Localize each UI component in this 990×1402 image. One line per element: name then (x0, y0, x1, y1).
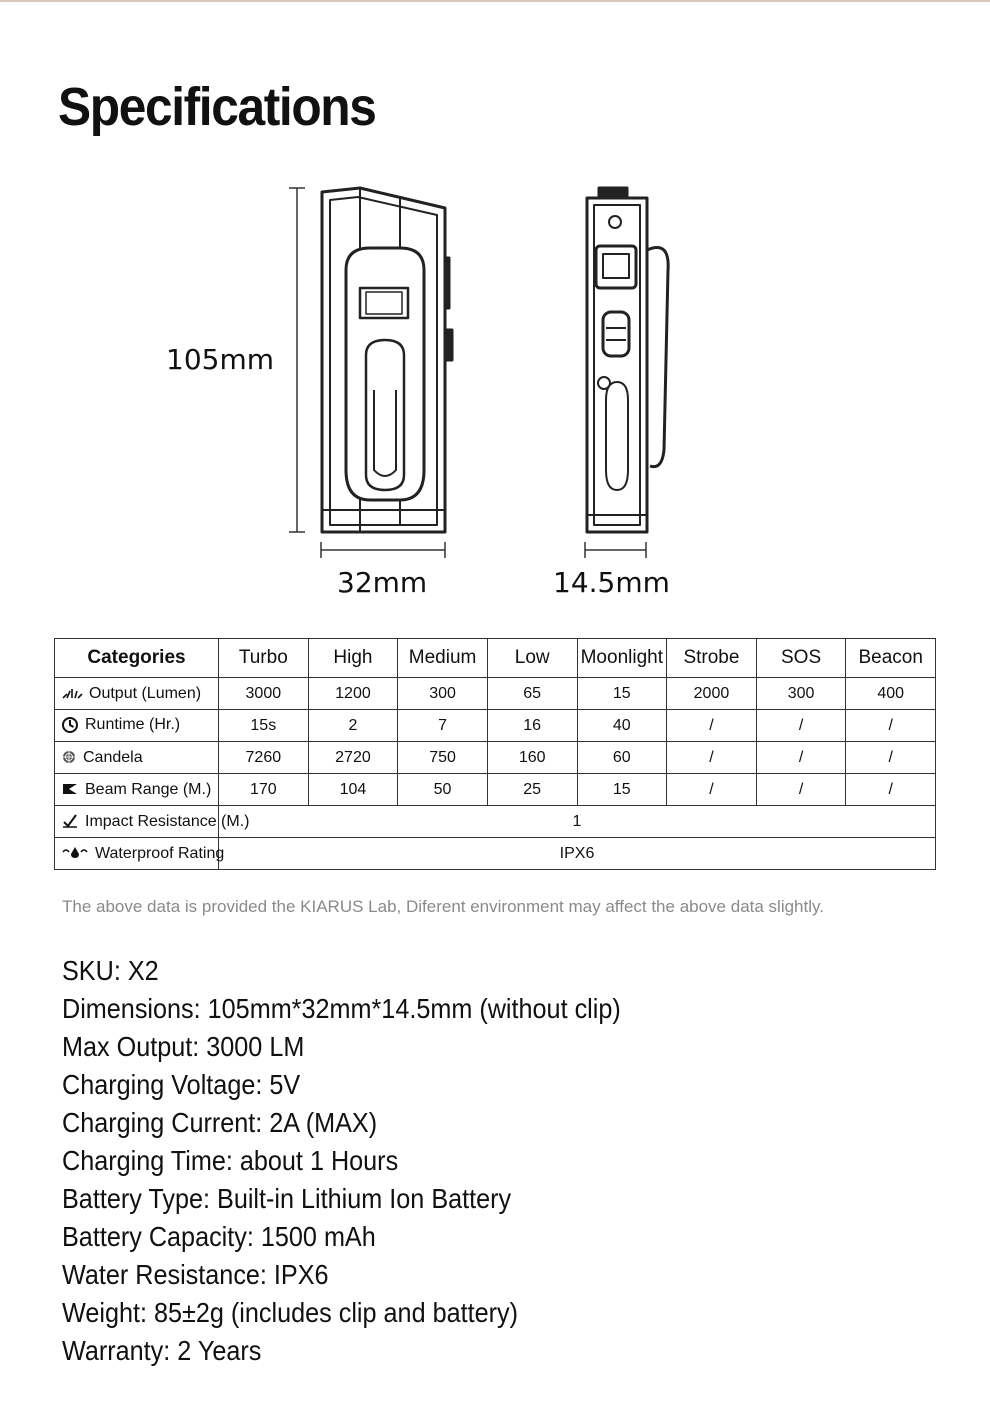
depth-label: 14.5mm (553, 566, 670, 599)
table-cell: 170 (219, 774, 309, 806)
spec-item: Max Output: 3000 LM (62, 1031, 305, 1062)
header-mode: Moonlight (577, 639, 667, 678)
page-title: Specifications (58, 77, 376, 137)
table-cell: 16 (487, 710, 577, 742)
spec-table (54, 638, 936, 870)
spec-item: Battery Type: Built-in Lithium Ion Battery (62, 1183, 512, 1214)
height-label: 105mm (166, 343, 274, 376)
row-label (55, 710, 219, 742)
table-cell: / (756, 742, 846, 774)
flashlight-dimension-drawing (0, 170, 990, 610)
spec-item: Water Resistance: IPX6 (62, 1259, 329, 1290)
table-cell-merged: 1 (219, 806, 936, 838)
table-cell: 1200 (308, 678, 398, 710)
spec-item: Charging Current: 2A (MAX) (62, 1107, 378, 1138)
height-dimension-line (289, 188, 305, 532)
row-label-text: Output (Lumen) (89, 684, 202, 702)
table-cell: 2000 (667, 678, 757, 710)
table-cell: 15 (577, 774, 667, 806)
table-cell: / (846, 710, 936, 742)
table-cell: 300 (398, 678, 488, 710)
data-disclaimer: The above data is provided the KIARUS Lab, Diferent environment may affect the above data slightly. (62, 897, 824, 916)
table-cell: 750 (398, 742, 488, 774)
spec-item: Charging Time: about 1 Hours (62, 1145, 399, 1176)
width-dimension-line (321, 542, 445, 558)
table-cell: 7260 (219, 742, 309, 774)
header-mode: Turbo (219, 639, 309, 678)
table-row-waterproof (55, 838, 936, 870)
table-cell: / (846, 774, 936, 806)
table-cell: 104 (308, 774, 398, 806)
waterproof-icon (61, 846, 89, 860)
row-label (55, 742, 219, 774)
header-mode: Beacon (846, 639, 936, 678)
clock-icon (61, 716, 79, 734)
spec-item: Charging Voltage: 5V (62, 1069, 301, 1100)
spec-item: Battery Capacity: 1500 mAh (62, 1221, 376, 1252)
side-view (587, 188, 668, 532)
candela-icon (61, 749, 77, 765)
row-label (55, 838, 225, 870)
impact-icon (61, 813, 79, 829)
table-cell: / (756, 774, 846, 806)
row-label-text: Impact Resistance (M.) (85, 812, 250, 830)
beam-range-icon (61, 782, 79, 796)
spec-item: SKU: X2 (62, 955, 159, 986)
spec-item: Weight: 85±2g (includes clip and battery) (62, 1297, 519, 1328)
table-row-beam-range (55, 774, 936, 806)
header-mode: Medium (398, 639, 488, 678)
table-cell: 65 (487, 678, 577, 710)
row-label (55, 774, 219, 806)
spec-item: Dimensions: 105mm*32mm*14.5mm (without clip) (62, 993, 621, 1024)
table-cell: / (667, 774, 757, 806)
header-mode: High (308, 639, 398, 678)
spec-item: Warranty: 2 Years (62, 1335, 262, 1366)
header-mode: SOS (756, 639, 846, 678)
table-cell: 15 (577, 678, 667, 710)
table-cell: 3000 (219, 678, 309, 710)
table-cell: 50 (398, 774, 488, 806)
width-label: 32mm (337, 566, 428, 599)
row-label-text: Candela (83, 748, 143, 766)
table-cell: / (846, 742, 936, 774)
header-mode: Strobe (667, 639, 757, 678)
table-cell: / (667, 742, 757, 774)
table-row-candela (55, 742, 936, 774)
table-cell: 40 (577, 710, 667, 742)
table-cell: 7 (398, 710, 488, 742)
table-row-output (55, 678, 936, 710)
table-header-row (55, 639, 936, 678)
output-icon (61, 686, 83, 700)
header-categories: Categories (55, 639, 219, 678)
table-cell: 2 (308, 710, 398, 742)
row-label-text: Beam Range (M.) (85, 780, 212, 798)
table-cell: / (667, 710, 757, 742)
table-cell: 15s (219, 710, 309, 742)
table-cell: / (756, 710, 846, 742)
table-row-runtime (55, 710, 936, 742)
row-label-text: Waterproof Rating (95, 844, 225, 862)
depth-dimension-line (585, 542, 646, 558)
table-row-impact (55, 806, 936, 838)
table-cell: 60 (577, 742, 667, 774)
row-label-text: Runtime (Hr.) (85, 716, 181, 734)
row-label (55, 806, 250, 838)
table-cell: 25 (487, 774, 577, 806)
table-cell: 2720 (308, 742, 398, 774)
table-cell: 160 (487, 742, 577, 774)
header-mode: Low (487, 639, 577, 678)
spec-list (62, 952, 683, 1370)
table-cell-merged: IPX6 (219, 838, 936, 870)
top-divider (0, 0, 990, 2)
table-cell: 300 (756, 678, 846, 710)
row-label (55, 678, 219, 710)
front-view (322, 188, 452, 532)
table-cell: 400 (846, 678, 936, 710)
